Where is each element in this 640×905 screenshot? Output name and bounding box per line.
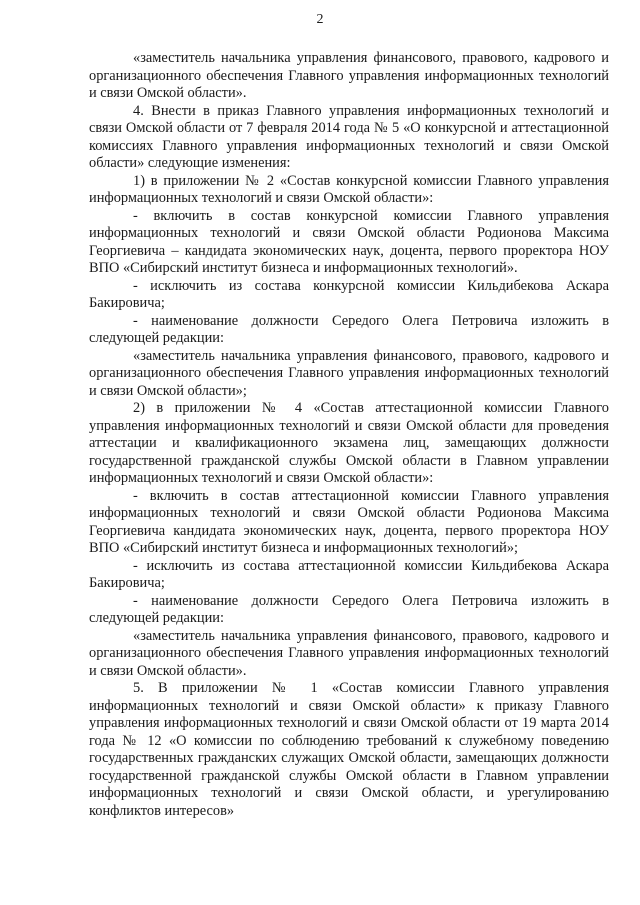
paragraph: «заместитель начальника управления финансового, правового, кадрового и организационного обеспечения Главного управления информационных технологий и связи Омской области». [89,627,609,679]
paragraph: - исключить из состава аттестационной комиссии Кильдибекова Аскара Бакировича; [89,557,609,591]
paragraph: - наименование должности Середого Олега Петровича изложить в следующей редакции: [89,312,609,346]
paragraph: «заместитель начальника управления финансового, правового, кадрового и организационного обеспечения Главного управления информационных технологий и связи Омской области». [89,50,609,101]
paragraph: - исключить из состава конкурсной комиссии Кильдибекова Аскара Бакировича; [89,277,609,311]
page-number: 2 [316,12,324,27]
paragraph: - включить в состав аттестационной комиссии Главного управления информационных технологий и связи Омской области Родионова Максима Георгиевича кандидата экономических наук, доцента, первого проректора НОУ ВПО «Сибирский институт бизнеса и информационных технологий»; [89,487,609,556]
document-body [89,50,609,820]
paragraph: 4. Внести в приказ Главного управления информационных технологий и связи Омской области от 7 февраля 2014 года № 5 «О конкурсной и аттестационной комиссиях Главного управления информационных технологий и связи Омской области» следующие изменения: [89,102,609,171]
paragraph: - включить в состав конкурсной комиссии Главного управления информационных технологий и связи Омской области Родионова Максима Георгиевича – кандидата экономических наук, доцента, первого проректора НОУ ВПО «Сибирский институт бизнеса и информационных технологий». [89,207,609,276]
paragraph: 5. В приложении № 1 «Состав комиссии Главного управления информационных технологий и связи Омской области» к приказу Главного управления информационных технологий и связи Омской области от 19 марта 2014 года № 12 «О комиссии по соблюдению требований к служебному поведению государственных гражданских служащих Омской области, замещающих должности государственной гражданской службы Омской области в Главном управлении информационных технологий и связи Омской области, и урегулированию конфликтов интересов» [89,680,609,819]
paragraph: 2) в приложении № 4 «Состав аттестационной комиссии Главного управления информационных технологий и связи Омской области для проведения аттестации и квалификационного экзамена лиц, замещающих должности государственной гражданской службы Омской области в Главном управлении информационных технологий и связи Омской области»: [89,400,609,486]
paragraph: «заместитель начальника управления финансового, правового, кадрового и организационного обеспечения Главного управления информационных технологий и связи Омской области»; [89,347,609,399]
paragraph: 1) в приложении № 2 «Состав конкурсной комиссии Главного управления информационных технологий и связи Омской области»: [89,172,609,206]
paragraph: - наименование должности Середого Олега Петровича изложить в следующей редакции: [89,592,609,626]
